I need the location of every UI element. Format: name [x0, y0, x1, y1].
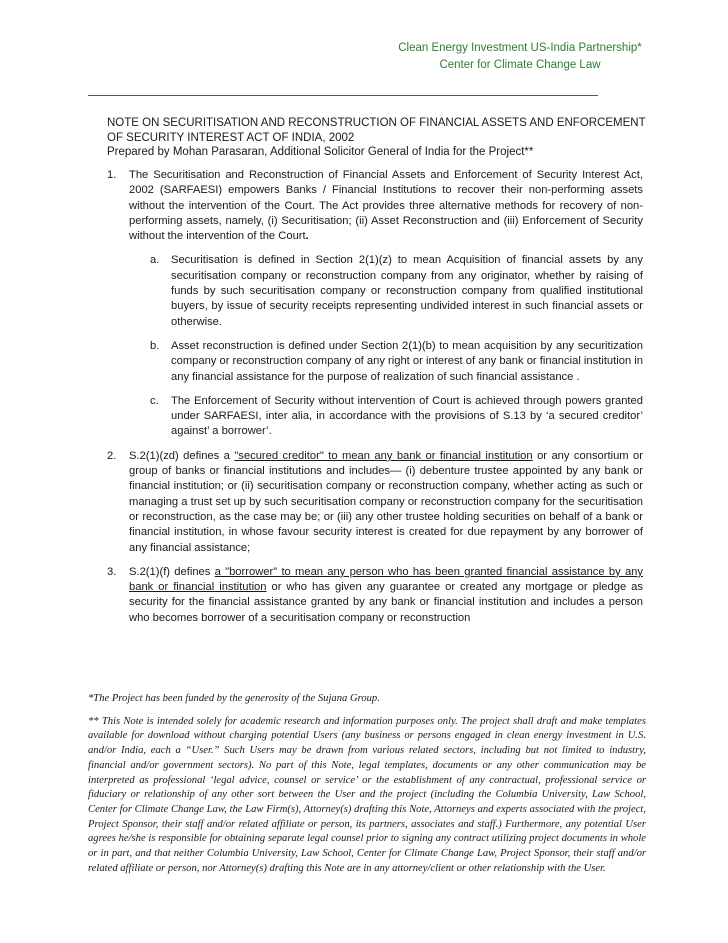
subparagraph-a [0, 253, 643, 329]
paragraph-number: 2. [107, 449, 117, 462]
title-line-2: OF SECURITY INTEREST ACT OF INDIA, 2002 [107, 131, 355, 144]
title-line-1: NOTE ON SECURITISATION AND RECONSTRUCTION OF FINANCIAL ASSETS AND ENFORCEMENT [107, 117, 646, 129]
paragraph-text: The Securitisation and Reconstruction of Financial Assets and Enforcement of Security Interest Act, 2002 (SARFAESI) empowers Banks / Financial Institutions to recover their non-performing assets without the intervention of the Court. The Act provides three alternative methods for recovery of non-performing assets, namely, (i) Securitisation; (ii) Asset Reconstruction and (iii) Enforcement of Security without the intervention of the Court [129, 169, 643, 243]
paragraph-text-rest: or any consortium or group of banks or financial institutions and includes— (i) debenture trustee appointed by any bank or financial institution; or (ii) securitisation company or reconstruction company, whether acting as such or managing a trust set up by such securitisation company or reconstruction company for the securitisation or reconstruction, as the case may be; or (iii) any other trustee holding securities on behalf of a bank or financial institution, in whose favour security interest is created for due repayment by any borrower of any financial assistance; [129, 449, 643, 554]
page-header [360, 40, 680, 74]
subparagraph-b [0, 339, 643, 385]
paragraph-1 [0, 168, 643, 244]
subparagraph-text: The Enforcement of Security without intervention of Court is achieved through powers granted under SARFAESI, inter alia, in accordance with the provisions of S.13 by ‘a secured creditor’ against’ a borrower’. [171, 394, 643, 438]
subparagraph-c [0, 394, 643, 440]
document-body [0, 168, 728, 624]
subparagraph-text: Asset reconstruction is defined under Section 2(1)(b) to mean acquisition by any securitization company or reconstruction company of any right or interest of any bank or financial institution in any financial assistance for the purpose of realization of such financial assistance . [171, 339, 643, 383]
paragraph-text-lead: S.2(1)(zd) defines a [129, 449, 235, 462]
paragraph-end-mark: . [305, 230, 309, 243]
subparagraph-text: Securitisation is defined in Section 2(1)(z) to mean Acquisition of financial assets by any securitisation company or reconstruction company from any originator, whether by raising of funds by such securitisation company or reconstruction company from qualified institutional buyers, by issue of security receipts representing undivided interest in such financial assets or otherwise. [171, 254, 643, 328]
header-partnership: Clean Energy Investment US-India Partnership* [398, 42, 642, 54]
title-author-line: Prepared by Mohan Parasaran, Additional Solicitor General of India for the Project** [107, 146, 534, 158]
paragraph-3 [0, 565, 643, 624]
footnotes [88, 692, 646, 884]
paragraph-number: 1. [107, 169, 117, 181]
secured-creditor-definition: "secured creditor" to mean any bank or financial institution [234, 449, 533, 462]
paragraph-text-lead: S.2(1)(f) defines [129, 565, 215, 578]
footnote-disclaimer: ** This Note is intended solely for academic research and information purposes only. The project shall draft and make templates available for download without charging potential Users (any business or persons engaged in clean energy investment in U.S. and/or India, each a “User.” Such Users may be drawn from various related sectors, including but not limited to industry, financial and/or government sectors). No part of this Note, legal templates, documents or any other communication may be interpreted as professional ‘legal advice, counsel or service’ or the establishment of any contractual, professional service or fiduciary or relationship of any other sort between the User and the project (including the Columbia University, Law School, Center for Climate Change Law, the Law Firm(s), Attorney(s) drafting this Note, Attorneys and experts associated with the project, Project Sponsor, their staff and/or related affiliate or person, its partners, associates and staff.) Furthermore, any potential User agrees he/she is responsible for obtaining separate legal counsel prior to signing any contract utilizing project documents in whole or in part, and that neither Columbia University, Law School, Center for Climate Change Law, Project Sponsor, their staff and/or related affiliate or person, nor Attorney(s) drafting this Note are in any attorney/client or other relationship with the User. [88, 715, 646, 874]
paragraph-2 [0, 449, 643, 556]
subparagraph-letter: a. [150, 254, 160, 267]
header-center: Center for Climate Change Law [439, 59, 601, 71]
paragraph-text-rest: or who has given any guarantee or created any mortgage or pledge as security for the financial assistance granted by any bank or financial institution and includes a person who becomes borrower of a securitisation company or reconstruction [129, 581, 643, 624]
paragraph-number: 3. [107, 565, 117, 578]
header-divider [88, 95, 598, 96]
subparagraph-letter: c. [150, 394, 159, 407]
footnote-funding: *The Project has been funded by the generosity of the Sujana Group. [88, 693, 380, 704]
subparagraph-letter: b. [150, 339, 160, 352]
document-title [107, 116, 647, 160]
borrower-definition: a "borrower" to mean any person who has been granted financial assistance by any bank or financial institution [129, 565, 643, 594]
